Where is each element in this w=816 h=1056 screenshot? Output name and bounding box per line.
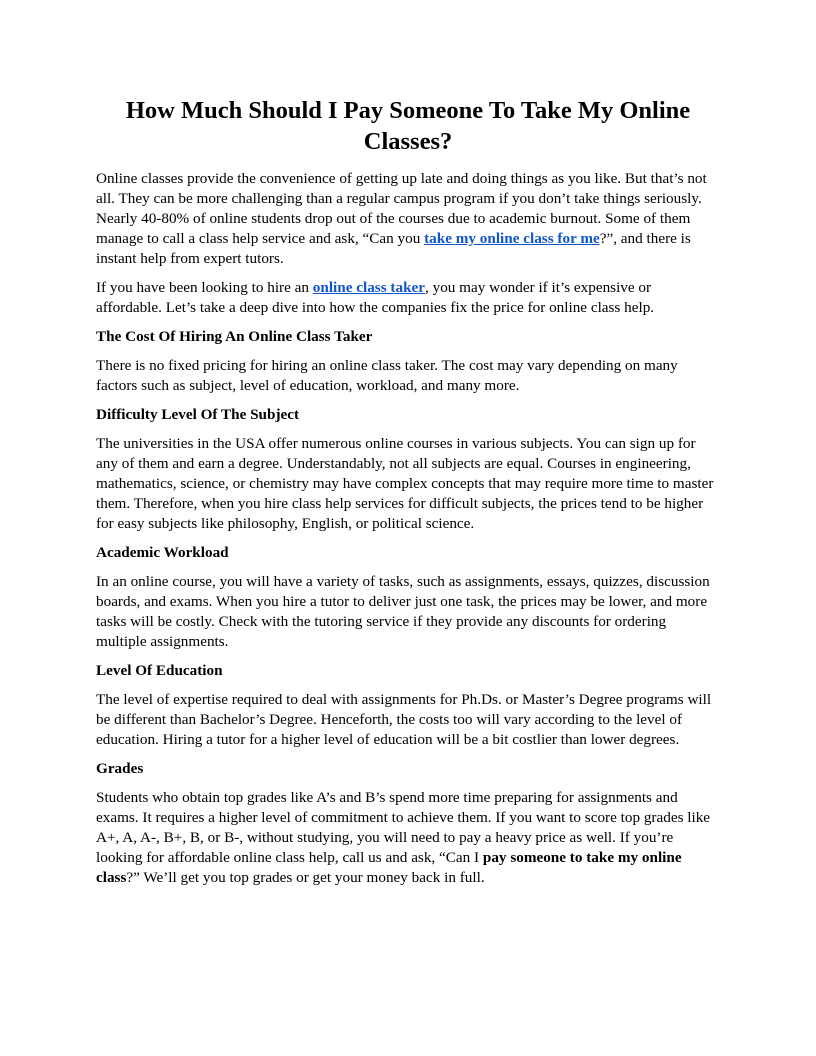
grades-heading: Grades (96, 760, 144, 777)
grades-paragraph (96, 788, 720, 888)
online-class-taker-link[interactable]: online class taker (312, 279, 425, 296)
second-text-start: If you have been looking to hire an (96, 279, 313, 296)
education-heading: Level Of Education (96, 662, 223, 679)
grades-text-end: ?” We’ll get you top grades or get your money back in full. (126, 869, 485, 886)
intro-text-end: ?”, and there is instant help from expert tutors. (96, 230, 691, 267)
cost-paragraph: There is no fixed pricing for hiring an online class taker. The cost may vary depending on many factors such as subject, level of education, workload, and many more. (96, 357, 678, 394)
take-my-online-class-link[interactable]: take my online class for me (424, 230, 600, 247)
second-paragraph (96, 278, 720, 318)
difficulty-heading: Difficulty Level Of The Subject (96, 406, 300, 423)
intro-text-start: Online classes provide the convenience of getting up late and doing things as you like. But that’s not all. They can be more challenging than a regular campus program if you don’t take things seriously. Nearly 40-80% of online students drop out of the courses due to academic burnout. Some of them manage to call a class help service and ask, “Can you (96, 170, 707, 247)
workload-paragraph: In an online course, you will have a variety of tasks, such as assignments, essays, quizzes, discussion boards, and exams. When you hire a tutor to deliver just one task, the prices may be lower, and more tasks will be costly. Check with the tutoring service if they provide any discounts for ordering multiple assignments. (96, 573, 710, 650)
education-paragraph: The level of expertise required to deal with assignments for Ph.Ds. or Master’s Degree programs will be different than Bachelor’s Degree. Henceforth, the costs too will vary according to the level of education. Hiring a tutor for a higher level of education will be a bit costlier than lower degrees. (96, 691, 712, 748)
pay-someone-bold-text: pay someone to take my online class (96, 849, 682, 886)
workload-heading: Academic Workload (96, 544, 229, 561)
second-text-end: , you may wonder if it’s expensive or affordable. Let’s take a deep dive into how the companies fix the price for online class help. (96, 279, 655, 316)
difficulty-paragraph: The universities in the USA offer numerous online courses in various subjects. You can sign up for any of them and earn a degree. Understandably, not all subjects are equal. Courses in engineering, mathematics, science, or chemistry may have complex concepts that may require more time to master them. Therefore, when you hire class help services for difficult subjects, the prices tend to be higher for easy subjects like philosophy, English, or political science. (96, 435, 714, 532)
cost-heading: The Cost Of Hiring An Online Class Taker (96, 328, 373, 345)
intro-paragraph (96, 169, 720, 269)
page-title: How Much Should I Pay Someone To Take My Online Classes? (125, 97, 691, 155)
grades-text-start: Students who obtain top grades like A’s and B’s spend more time preparing for assignments and exams. It requires a higher level of commitment to achieve them. If you want to score top grades like A+, A, A-, B+, B, or B-, without studying, you will need to pay a heavy price as well. If you’re looking for affordable online class help, call us and ask, “Can I (96, 789, 711, 866)
